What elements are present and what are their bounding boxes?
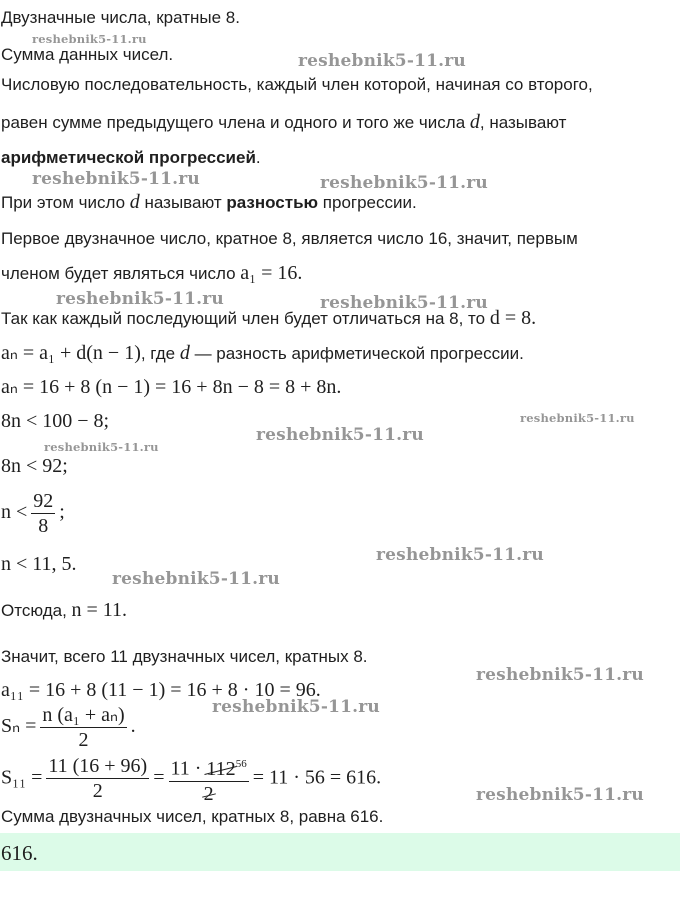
line-first-term: [1, 262, 302, 285]
line-given-1: Двузначные числа, кратные 8.: [1, 8, 240, 27]
text: — разность арифметической прогрессии.: [189, 344, 524, 363]
watermark: reshebnik5-11.ru: [32, 169, 200, 189]
text: .: [255, 148, 261, 167]
fraction-92-8: [31, 489, 55, 538]
term-difference: разностью: [226, 193, 319, 212]
text: членом будет являться число: [1, 264, 241, 283]
watermark: reshebnik5-11.ru: [520, 411, 635, 425]
var-d: d: [129, 191, 140, 213]
numerator: 11 (16 + 96): [48, 755, 148, 778]
watermark: reshebnik5-11.ru: [320, 173, 488, 193]
text: n <: [1, 501, 28, 524]
text: Так как каждый последующий член будет отличаться на 8, то: [1, 309, 490, 328]
text: Sₙ =: [1, 715, 37, 738]
watermark: reshebnik5-11.ru: [212, 697, 380, 717]
line-inequality-4: n < 11, 5.: [1, 553, 77, 575]
watermark: reshebnik5-11.ru: [476, 665, 644, 685]
watermark: reshebnik5-11.ru: [112, 569, 280, 589]
line-definition-1: Числовую последовательность, каждый член которой, начиная со второго,: [1, 75, 593, 94]
watermark: reshebnik5-11.ru: [44, 440, 159, 454]
text: , называют: [479, 113, 567, 132]
numerator: n (a₁ + aₙ): [42, 704, 125, 726]
line-difference: [1, 191, 417, 214]
text: .: [130, 715, 136, 738]
fraction-s11-1: [46, 754, 149, 803]
formula-d: d = 8.: [489, 307, 537, 329]
struck-112: 112: [206, 757, 236, 780]
watermark: reshebnik5-11.ru: [320, 293, 488, 313]
line-definition-3: [1, 147, 261, 169]
fraction-sum: [40, 703, 126, 752]
line-given-2: Сумма данных чисел.: [1, 45, 174, 64]
line-a11: a₁₁ = 16 + 8 (11 − 1) = 16 + 8 · 10 = 96.: [1, 679, 321, 701]
text: ;: [59, 501, 65, 524]
line-s11: [1, 752, 381, 806]
watermark: reshebnik5-11.ru: [476, 785, 644, 805]
denominator: 2: [78, 729, 89, 751]
line-inequality-2: 8n < 92;: [1, 455, 68, 477]
formula-an: aₙ = a₁ + d(n − 1): [1, 342, 141, 364]
watermark: reshebnik5-11.ru: [56, 289, 224, 309]
watermark: reshebnik5-11.ru: [376, 545, 544, 565]
line-sum-formula: [1, 703, 136, 752]
text: Отсюда,: [1, 601, 72, 620]
text: S₁₁ =: [1, 766, 43, 789]
equals: =: [153, 766, 165, 789]
line-count: Значит, всего 11 двузначных чисел, кратных 8.: [1, 647, 368, 666]
text: прогрессии.: [318, 193, 417, 212]
numerator: 92: [33, 490, 54, 512]
answer-value: 616.: [1, 841, 38, 865]
term-progression: арифметической прогрессией: [1, 148, 256, 167]
answer-box: [0, 833, 680, 871]
text: называют: [139, 193, 227, 212]
line-first-number: Первое двузначное число, кратное 8, является число 16, значит, первым: [1, 229, 578, 248]
fraction-s11-2: [169, 752, 249, 806]
line-inequality-3: [1, 489, 65, 538]
var-d: d: [179, 342, 190, 364]
formula-a1: a₁ = 16.: [240, 262, 303, 284]
denominator: 8: [38, 515, 49, 537]
denominator: 2: [92, 780, 103, 803]
line-definition-2: [1, 111, 566, 134]
text: равен сумме предыдущего члена и одного и того же числа: [1, 113, 470, 132]
watermark: reshebnik5-11.ru: [298, 51, 466, 71]
text: , где: [140, 344, 180, 363]
struck-2: 2: [203, 782, 214, 805]
line-n-value: [1, 599, 127, 622]
watermark: reshebnik5-11.ru: [32, 32, 147, 46]
formula-n: n = 11.: [71, 599, 128, 621]
watermark: reshebnik5-11.ru: [256, 425, 424, 445]
reduced-56: 56: [235, 758, 247, 770]
line-inequality-1: 8n < 100 − 8;: [1, 410, 110, 432]
text: 11 ·: [170, 757, 207, 780]
var-d: d: [469, 111, 480, 133]
numerator: [169, 752, 249, 782]
text: При этом число: [1, 193, 130, 212]
text: = 11 · 56 = 616.: [252, 766, 382, 789]
denominator: [169, 782, 249, 806]
line-conclusion: Сумма двузначных чисел, кратных 8, равна 616.: [1, 807, 384, 826]
line-general-formula: [1, 342, 524, 365]
line-an-expanded: aₙ = 16 + 8 (n − 1) = 16 + 8n − 8 = 8 + 8n.: [1, 376, 342, 398]
